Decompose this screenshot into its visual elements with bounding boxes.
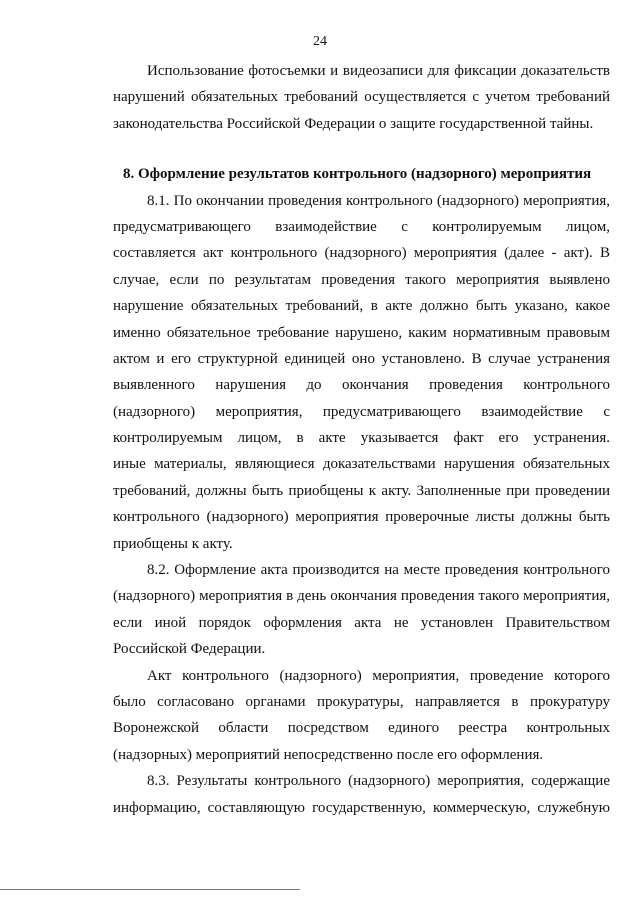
paragraph-line: Российской Федерации. <box>113 641 266 658</box>
paragraph-line: (надзорных) мероприятий непосредственно после его оформления. <box>113 746 544 763</box>
paragraph-line: предусматривающего взаимодействие с контролируемым лицом, <box>113 218 610 235</box>
paragraph-line: Использование фотосъемки и видеозаписи для фиксации доказательств <box>147 63 610 79</box>
paragraph-line: было согласовано органами прокуратуры, направляется в прокуратуру <box>113 693 610 710</box>
paragraph-line: Акт контрольного (надзорного) мероприятия, проведение которого <box>147 667 610 684</box>
intro-paragraph <box>113 58 610 137</box>
paragraph-line: контрольного (надзорного) мероприятия проверочные листы должны быть <box>113 509 610 526</box>
section-gap <box>113 137 610 161</box>
paragraph-8-2-act <box>113 663 610 769</box>
section-heading: 8. Оформление результатов контрольного (надзорного) мероприятия <box>123 166 592 183</box>
paragraph-line: приобщены к акту. <box>113 535 233 552</box>
paragraph-line: актом и его структурной единицей оно установлено. В случае устранения <box>113 350 610 367</box>
paragraph-line: именно обязательное требование нарушено, каким нормативным правовым <box>113 324 610 341</box>
paragraph-line: выявленного нарушения до окончания проведения контрольного <box>113 377 610 394</box>
paragraph-line: контролируемым лицом, в акте указывается факт его устранения. <box>113 430 610 447</box>
paragraph-line: 8.3. Результаты контрольного (надзорного) мероприятия, содержащие <box>147 773 610 790</box>
footer-rule <box>0 889 300 890</box>
paragraph-8-1 <box>113 188 610 557</box>
paragraph-line: информацию, составляющую государственную, коммерческую, служебную <box>113 799 610 816</box>
paragraph-line: 8.1. По окончании проведения контрольного (надзорного) мероприятия, <box>147 192 610 209</box>
paragraph-8-2 <box>113 557 610 663</box>
paragraph-line: если иной порядок оформления акта не установлен Правительством <box>113 614 610 631</box>
paragraph-line: случае, если по результатам проведения такого мероприятия выявлено <box>113 271 610 288</box>
paragraph-line: нарушений обязательных требований осуществляется с учетом требований <box>113 89 610 106</box>
paragraph-line: Воронежской области посредством единого реестра контрольных <box>113 720 610 737</box>
paragraph-8-3 <box>113 768 610 821</box>
paragraph-line: (надзорного) мероприятия, предусматривающего взаимодействие с <box>113 403 610 420</box>
paragraph-line: (надзорного) мероприятия в день окончания проведения такого мероприятия, <box>113 588 610 605</box>
paragraph-line: составляется акт контрольного (надзорного) мероприятия (далее - акт). В <box>113 245 610 262</box>
paragraph-line: нарушение обязательных требований, в акте должно быть указано, какое <box>113 298 610 315</box>
paragraph-line: 8.2. Оформление акта производится на месте проведения контрольного <box>147 562 610 579</box>
paragraph-line: иные материалы, являющиеся доказательствами нарушения обязательных <box>113 456 610 473</box>
paragraph-line: требований, должны быть приобщены к акту. Заполненные при проведении <box>113 482 610 499</box>
page-number: 24 <box>313 34 327 49</box>
document-body <box>113 58 610 821</box>
paragraph-line: законодательства Российской Федерации о защите государственной тайны. <box>113 115 594 132</box>
